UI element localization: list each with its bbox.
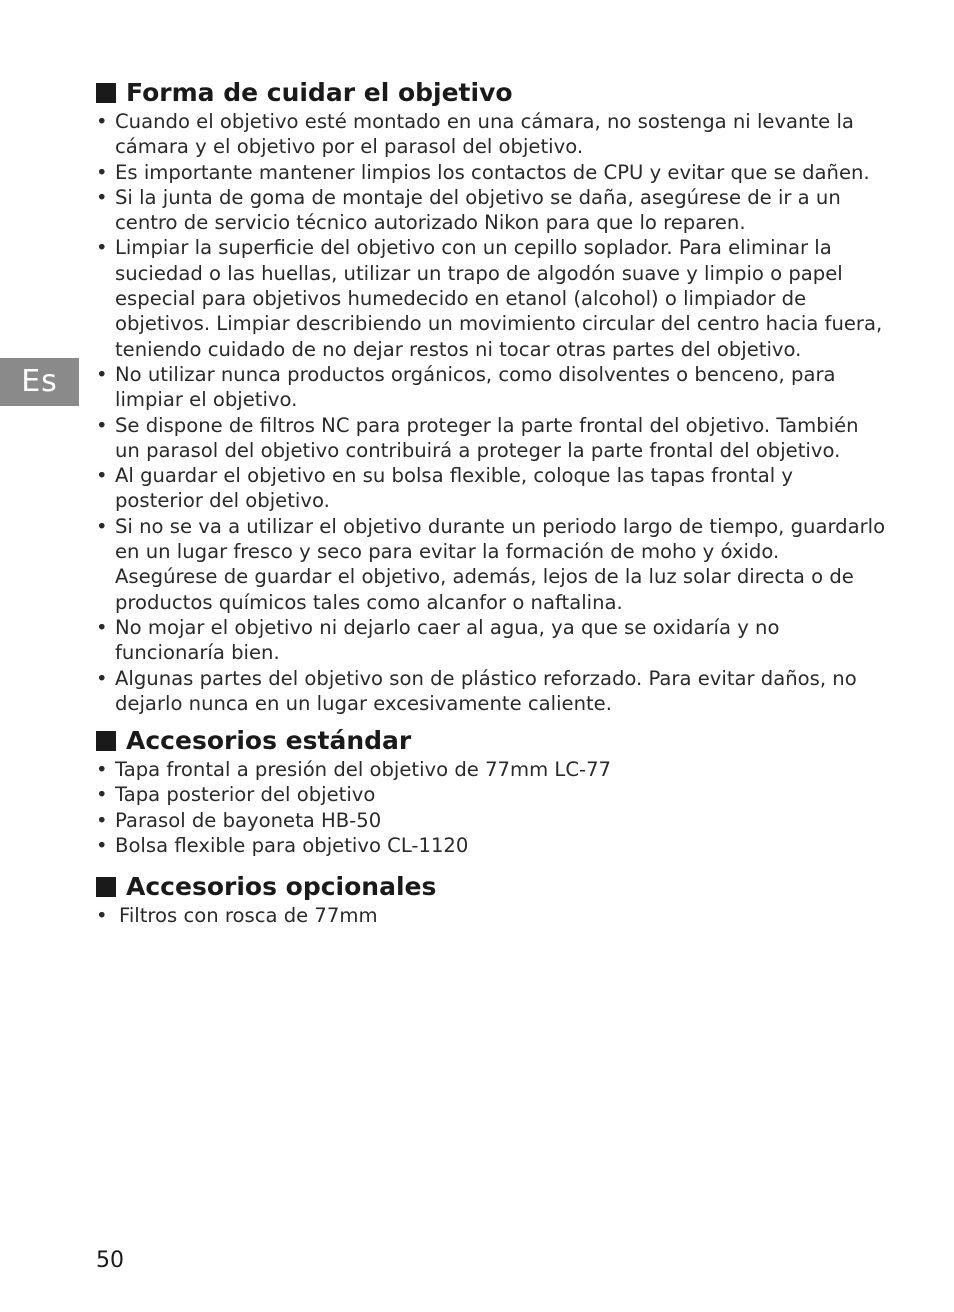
- list-item: [96, 615, 886, 666]
- page-content: [96, 77, 886, 929]
- section-optional-accessories: [96, 871, 886, 928]
- section-heading-text: Accesorios estándar: [126, 726, 412, 756]
- bullet-icon: •: [96, 160, 108, 184]
- list-item-text: Tapa posterior del objetivo: [115, 783, 376, 807]
- section-heading-text: Forma de cuidar el objetivo: [126, 78, 513, 107]
- section-heading: [96, 725, 886, 757]
- bullet-icon: •: [96, 236, 108, 260]
- bullet-icon: •: [96, 834, 108, 858]
- list-item-text: No mojar el objetivo ni dejarlo caer al agua, ya que se oxidaría y no funcionaría bien.: [115, 615, 780, 665]
- square-bullet-icon: [96, 83, 116, 103]
- list-item-text: Tapa frontal a presión del objetivo de 77mm LC-77: [115, 758, 612, 782]
- bullet-icon: •: [96, 808, 108, 832]
- square-bullet-icon: [96, 877, 116, 897]
- list-item: [96, 808, 886, 833]
- bullet-icon: •: [96, 110, 108, 133]
- section-heading-text: Accesorios opcionales: [126, 872, 437, 902]
- standard-accessories-list: [96, 757, 886, 858]
- bullet-icon: •: [96, 758, 108, 782]
- list-item: [96, 903, 886, 928]
- list-item: [96, 833, 886, 858]
- list-item-text: Limpiar la superficie del objetivo con un cepillo soplador. Para eliminar la suciedad o las huellas, utilizar un trapo de algodón suave y limpio o papel especial para objetivos humedecido en etanol (alcohol) o limpiador de objetivos. Limpiar describiendo un movimiento circular del centro hacia fuera, teniendo cuidado de no dejar restos ni tocar otras partes del objetivo.: [115, 236, 883, 361]
- list-item: [96, 782, 886, 807]
- section-standard-accessories: [96, 725, 886, 858]
- square-bullet-icon: [96, 731, 116, 751]
- bullet-icon: •: [96, 904, 108, 928]
- care-list: [96, 109, 886, 716]
- section-care: [96, 77, 886, 716]
- bullet-icon: •: [96, 464, 108, 488]
- list-item-text: Al guardar el objetivo en su bolsa flexible, coloque las tapas frontal y posterior del objetivo.: [115, 464, 793, 513]
- bullet-icon: •: [96, 362, 108, 386]
- bullet-icon: •: [96, 514, 108, 538]
- list-item: [96, 757, 886, 782]
- list-item-text: Algunas partes del objetivo son de plástico reforzado. Para evitar daños, no dejarlo nunca en un lugar excesivamente caliente.: [115, 666, 857, 715]
- section-heading: [96, 871, 886, 903]
- list-item: [96, 109, 886, 160]
- list-item-text: Filtros con rosca de 77mm: [119, 904, 378, 928]
- list-item-text: No utilizar nunca productos orgánicos, como disolventes o benceno, para limpiar el objetivo.: [115, 362, 836, 412]
- optional-accessories-list: [96, 903, 886, 928]
- list-item: [96, 666, 886, 717]
- list-item: [96, 160, 886, 185]
- list-item: [96, 463, 886, 514]
- list-item-text: Se dispone de filtros NC para proteger la parte frontal del objetivo. También un parasol del objetivo contribuirá a proteger la parte frontal del objetivo.: [115, 413, 859, 462]
- bullet-icon: •: [96, 666, 108, 690]
- list-item-text: Si no se va a utilizar el objetivo durante un periodo largo de tiempo, guardarlo en un lugar fresco y seco para evitar la formación de moho y óxido. Asegúrese de guardar el objetivo, además, lejos de la luz solar directa o de productos químicos tales como alcanfor o naftalina.: [115, 514, 886, 614]
- list-item: [96, 514, 886, 615]
- list-item-text: Es importante mantener limpios los contactos de CPU y evitar que se dañen.: [115, 160, 870, 184]
- list-item: [96, 185, 886, 236]
- list-item: [96, 362, 886, 413]
- list-item: [96, 235, 886, 361]
- page-number: 50: [96, 1248, 124, 1273]
- list-item: [96, 413, 886, 464]
- section-heading: [96, 77, 886, 109]
- bullet-icon: •: [96, 185, 108, 209]
- list-item-text: Bolsa flexible para objetivo CL-1120: [115, 834, 469, 858]
- list-item-text: Si la junta de goma de montaje del objetivo se daña, asegúrese de ir a un centro de servicio técnico autorizado Nikon para que lo reparen.: [115, 185, 841, 235]
- bullet-icon: •: [96, 615, 108, 639]
- language-tab: Es: [0, 358, 79, 406]
- bullet-icon: •: [96, 783, 108, 807]
- list-item-text: Cuando el objetivo esté montado en una cámara, no sostenga ni levante la cámara y el objetivo por el parasol del objetivo.: [115, 110, 854, 159]
- list-item-text: Parasol de bayoneta HB-50: [115, 808, 382, 832]
- bullet-icon: •: [96, 413, 108, 437]
